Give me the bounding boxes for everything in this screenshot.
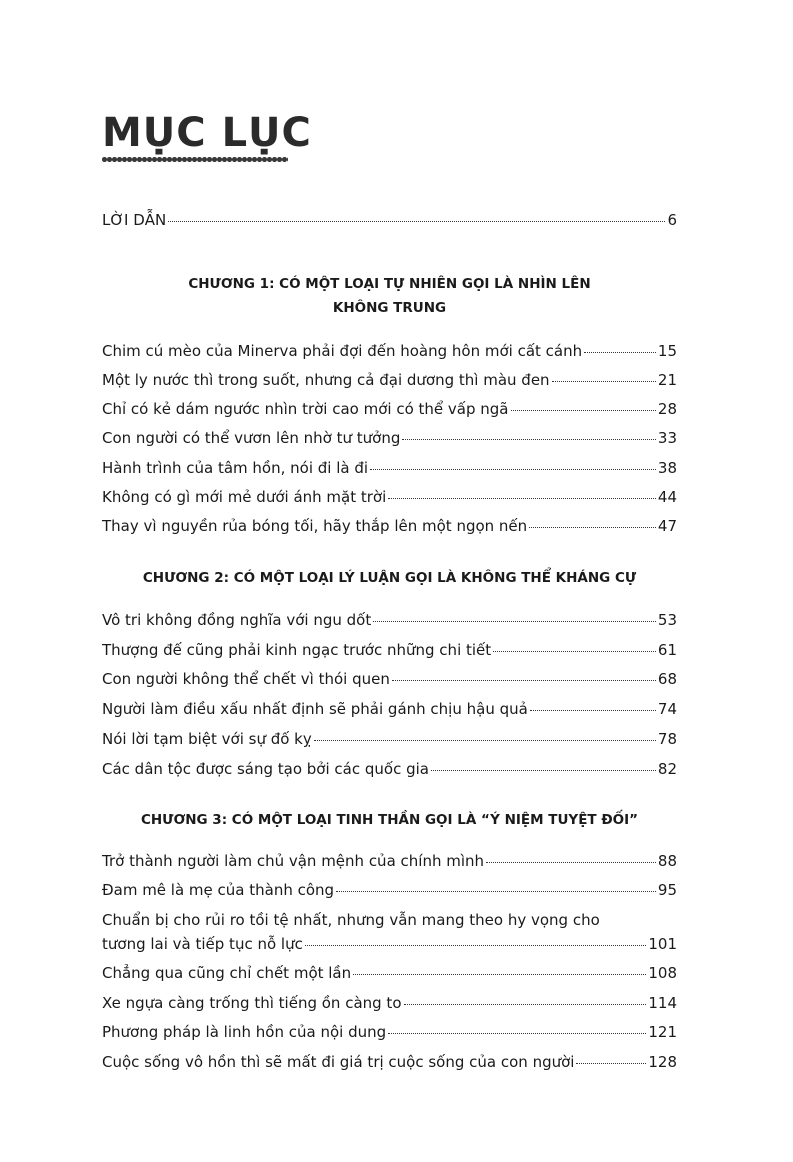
entry-page: 114 [648, 994, 677, 1012]
entry-title: Thượng đế cũng phải kinh ngạc trước những chi tiết [102, 641, 492, 659]
dot-leader [530, 709, 656, 711]
entry-title: Thay vì nguyền rủa bóng tối, hãy thắp lên một ngọn nến [102, 517, 528, 535]
entry-page: 33 [657, 429, 677, 447]
dot-leader [511, 409, 656, 411]
toc-entry[interactable] [102, 759, 677, 779]
entry-page: 108 [648, 964, 677, 982]
toc-entry[interactable] [102, 399, 677, 419]
toc-entry[interactable] [102, 729, 677, 749]
toc-entry[interactable] [102, 516, 677, 536]
dot-leader [388, 497, 656, 499]
entry-page: 78 [657, 730, 677, 748]
toc-entry[interactable] [102, 934, 677, 954]
toc-entry[interactable] [102, 1022, 677, 1042]
entry-page: 47 [657, 517, 677, 535]
entry-title: Các dân tộc được sáng tạo bởi các quốc gia [102, 760, 429, 778]
chapter-1-heading-line-2: KHÔNG TRUNG [332, 300, 447, 316]
toc-entry[interactable] [102, 640, 677, 660]
dot-leader [576, 1062, 646, 1064]
entry-title: Chẳng qua cũng chỉ chết một lần [102, 964, 352, 982]
dot-leader [431, 769, 656, 771]
toc-entry[interactable] [102, 963, 677, 983]
dot-leader [552, 380, 656, 382]
entry-page: 53 [657, 611, 677, 629]
entry-title: Đam mê là mẹ của thành công [102, 881, 335, 899]
toc-entry[interactable] [102, 428, 677, 448]
dot-leader [529, 526, 656, 528]
entry-title: Xe ngựa càng trống thì tiếng ồn càng to [102, 994, 402, 1012]
chapter-2-heading: CHƯƠNG 2: CÓ MỘT LOẠI LÝ LUẬN GỌI LÀ KHÔNG THỂ KHÁNG CỰ [142, 570, 637, 586]
entry-title: Con người không thể chết vì thói quen [102, 670, 390, 688]
dot-leader [486, 861, 656, 863]
entry-page: 82 [657, 760, 677, 778]
dot-leader [353, 973, 646, 975]
chapter-3-heading: CHƯƠNG 3: CÓ MỘT LOẠI TINH THẦN GỌI LÀ “Ý NIỆM TUYỆT ĐỐI” [140, 812, 639, 828]
toc-entry[interactable] [102, 370, 677, 390]
dot-leader [373, 620, 656, 622]
entry-title: tương lai và tiếp tục nỗ lực [102, 935, 303, 953]
toc-entry[interactable] [102, 610, 677, 630]
entry-title: Con người có thể vươn lên nhờ tư tưởng [102, 429, 401, 447]
dot-leader [336, 890, 656, 892]
entry-title: Trở thành người làm chủ vận mệnh của chính mình [102, 852, 485, 870]
dot-leader [402, 438, 656, 440]
toc-entry-intro[interactable] [102, 210, 677, 230]
toc-entry[interactable] [102, 880, 677, 900]
dot-leader [392, 679, 656, 681]
dot-leader [584, 351, 656, 353]
entry-title: LỜI DẪN [102, 211, 167, 229]
toc-entry[interactable] [102, 487, 677, 507]
title-dotted-underline [102, 156, 288, 163]
toc-entry[interactable] [102, 851, 677, 871]
toc-entry[interactable] [102, 1052, 677, 1072]
entry-title: Nói lời tạm biệt với sự đố kỵ [102, 730, 312, 748]
entry-page: 61 [657, 641, 677, 659]
entry-page: 38 [657, 459, 677, 477]
entry-title: Một ly nước thì trong suốt, nhưng cả đại dương thì màu đen [102, 371, 550, 389]
entry-page: 95 [657, 881, 677, 899]
entry-title: Chim cú mèo của Minerva phải đợi đến hoàng hôn mới cất cánh [102, 342, 583, 360]
page-title: MỤC LỤC [102, 110, 312, 156]
dot-leader [305, 944, 647, 946]
dot-leader [404, 1003, 647, 1005]
entry-page: 15 [657, 342, 677, 360]
entry-title-line-1[interactable]: Chuẩn bị cho rủi ro tồi tệ nhất, nhưng vẫn mang theo hy vọng cho [102, 911, 600, 929]
toc-entry[interactable] [102, 993, 677, 1013]
entry-title: Hành trình của tâm hồn, nói đi là đi [102, 459, 369, 477]
entry-page: 44 [657, 488, 677, 506]
toc-entry[interactable] [102, 669, 677, 689]
entry-page: 6 [667, 211, 677, 229]
chapter-1-heading-line-1: CHƯƠNG 1: CÓ MỘT LOẠI TỰ NHIÊN GỌI LÀ NHÌN LÊN [188, 276, 591, 292]
dot-leader [314, 739, 656, 741]
entry-title: Chỉ có kẻ dám ngước nhìn trời cao mới có thể vấp ngã [102, 400, 509, 418]
toc-entry[interactable] [102, 699, 677, 719]
entry-page: 28 [657, 400, 677, 418]
toc-entry[interactable] [102, 341, 677, 361]
dot-leader [370, 468, 656, 470]
entry-title: Cuộc sống vô hồn thì sẽ mất đi giá trị cuộc sống của con người [102, 1053, 575, 1071]
dot-leader [388, 1032, 646, 1034]
toc-entry[interactable] [102, 458, 677, 478]
entry-page: 101 [648, 935, 677, 953]
entry-page: 74 [657, 700, 677, 718]
entry-page: 88 [657, 852, 677, 870]
entry-page: 128 [648, 1053, 677, 1071]
entry-title: Không có gì mới mẻ dưới ánh mặt trời [102, 488, 387, 506]
dot-leader [168, 220, 665, 222]
entry-title: Vô tri không đồng nghĩa với ngu dốt [102, 611, 372, 629]
entry-page: 68 [657, 670, 677, 688]
entry-title: Người làm điều xấu nhất định sẽ phải gánh chịu hậu quả [102, 700, 528, 718]
entry-page: 21 [657, 371, 677, 389]
dot-leader [493, 650, 656, 652]
entry-page: 121 [648, 1023, 677, 1041]
entry-title: Phương pháp là linh hồn của nội dung [102, 1023, 387, 1041]
